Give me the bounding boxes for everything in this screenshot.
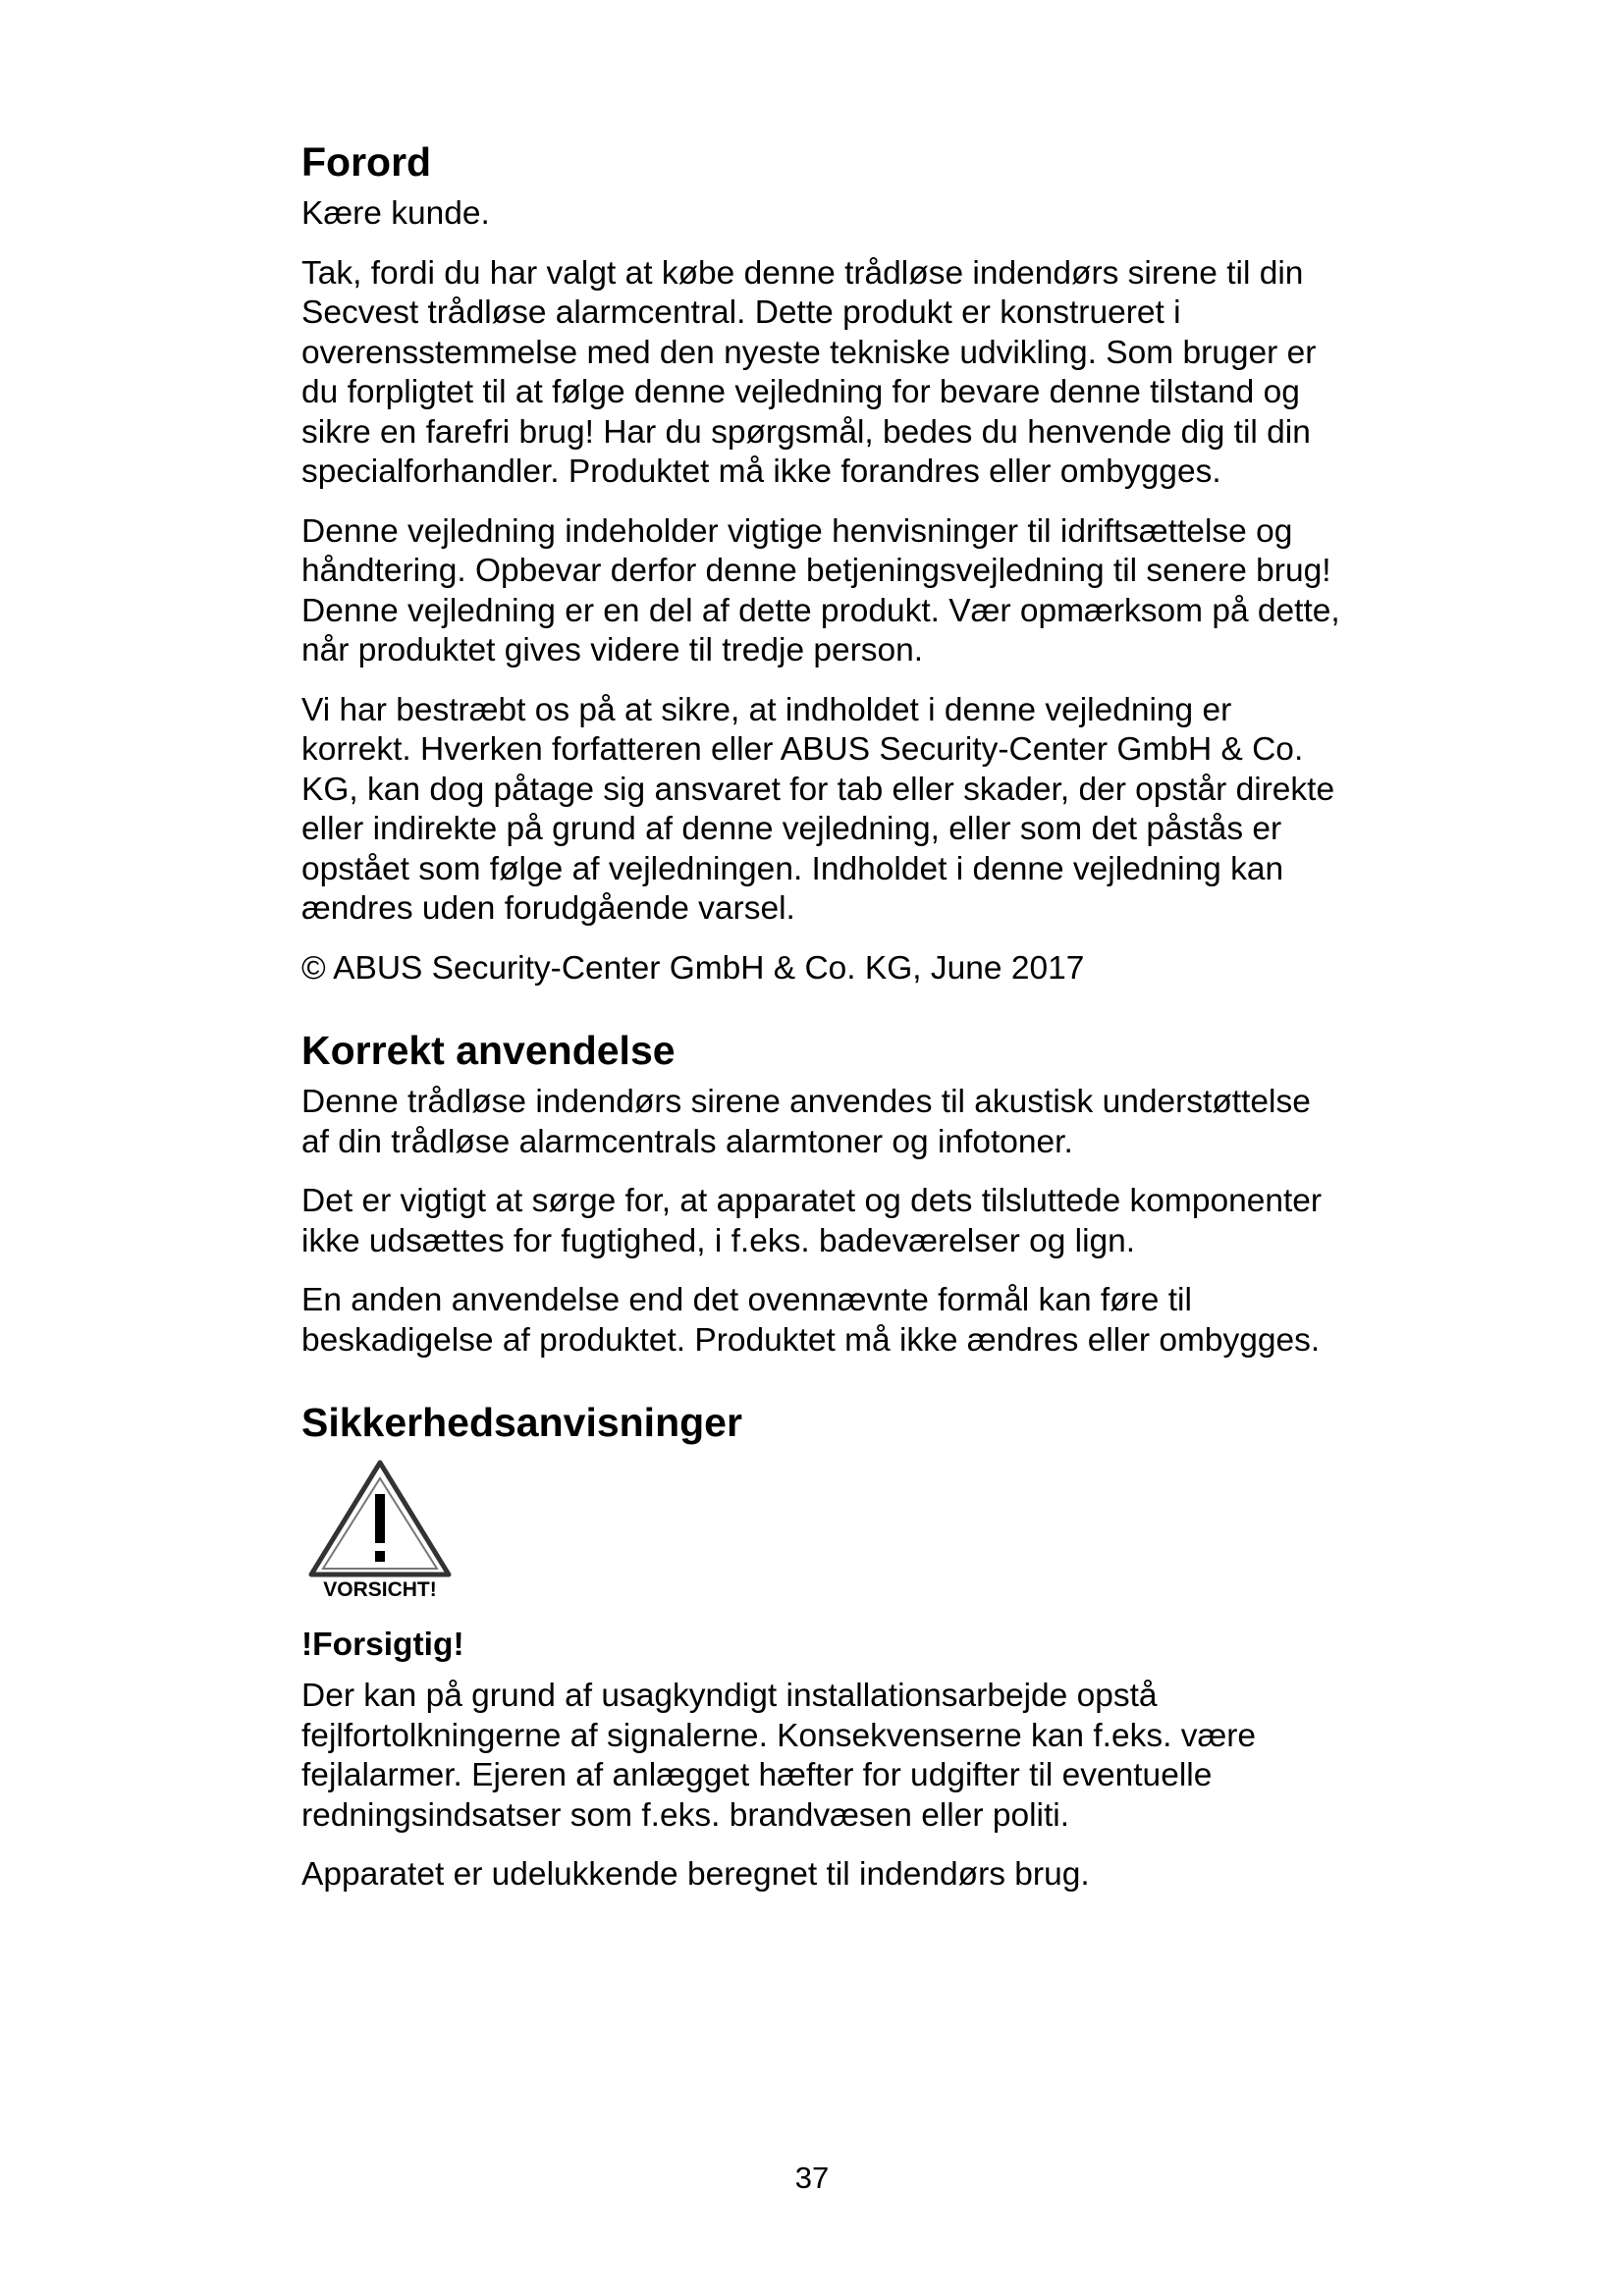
section-forord <box>301 137 1342 988</box>
sikkerhed-paragraph-2: Apparatet er udelukkende beregnet til indendørs brug. <box>301 1856 1090 1893</box>
heading-korrekt-anvendelse: Korrekt anvendelse <box>301 1028 676 1073</box>
copyright-notice: © ABUS Security-Center GmbH & Co. KG, June 2017 <box>301 949 1085 987</box>
greeting: Kære kunde. <box>301 195 490 232</box>
section-sikkerhedsanvisninger <box>301 1398 1342 1896</box>
section-korrekt-anvendelse <box>301 1026 1342 1361</box>
korrekt-paragraph-2: Det er vigtigt at sørge for, at apparatet og dets tilsluttede komponenter ikke udsættes for fugtighed, i f.eks. badeværelser og lign. <box>301 1183 1323 1259</box>
heading-forord: Forord <box>301 139 432 185</box>
korrekt-paragraph-1: Denne trådløse indendørs sirene anvendes til akustisk understøttelse af din trådløse alarmcentrals alarmtoner og infotoner. <box>301 1084 1311 1160</box>
forord-paragraph-1: Tak, fordi du har valgt at købe denne trådløse indendørs sirene til din Secvest trådløse alarmcentral. Dette produkt er konstrueret i overensstemmelse med den nyeste tekniske udvikling. Som bruger er du forpligtet til at følge denne vejledning for bevare denne tilstand og sikre en farefri brug! Har du spørgsmål, bedes du henvende dig til din specialforhandler. Produktet må ikke forandres eller ombygges. <box>301 254 1317 490</box>
forord-paragraph-3: Vi har bestræbt os på at sikre, at indholdet i denne vejledning er korrekt. Hverken forfatteren eller ABUS Security-Center GmbH & Co. KG, kan dog påtage sig ansvaret for tab eller skader, der opstår direkte eller indirekte på grund af denne vejledning, eller som det påstås er opstået som følge af vejledningen. Indholdet i denne vejledning kan ændres uden forudgående varsel. <box>301 691 1335 927</box>
warning-triangle-icon <box>301 1457 459 1604</box>
heading-sikkerhedsanvisninger: Sikkerhedsanvisninger <box>301 1400 742 1445</box>
sikkerhed-paragraph-1: Der kan på grund af usagkyndigt installationsarbejde opstå fejlfortolkningerne af signalerne. Konsekvenserne kan f.eks. være fejlalarmer. Ejeren af anlægget hæfter for udgifter til eventuelle redningsindsatser som f.eks. brandvæsen eller politi. <box>301 1678 1257 1834</box>
page-content <box>301 137 1342 1915</box>
caution-heading: !Forsigtig! <box>301 1627 464 1663</box>
korrekt-paragraph-3: En anden anvendelse end det ovennævnte formål kan føre til beskadigelse af produktet. Produktet må ikke ændres eller ombygges. <box>301 1282 1321 1359</box>
forord-paragraph-2: Denne vejledning indeholder vigtige henvisninger til idriftsættelse og håndtering. Opbevar derfor denne betjeningsvejledning til senere brug! Denne vejledning er en del af dette produkt. Vær opmærksom på dette, når produktet gives videre til tredje person. <box>301 512 1340 668</box>
vorsicht-label: VORSICHT! <box>323 1578 437 1601</box>
page-number: 37 <box>794 2161 830 2195</box>
